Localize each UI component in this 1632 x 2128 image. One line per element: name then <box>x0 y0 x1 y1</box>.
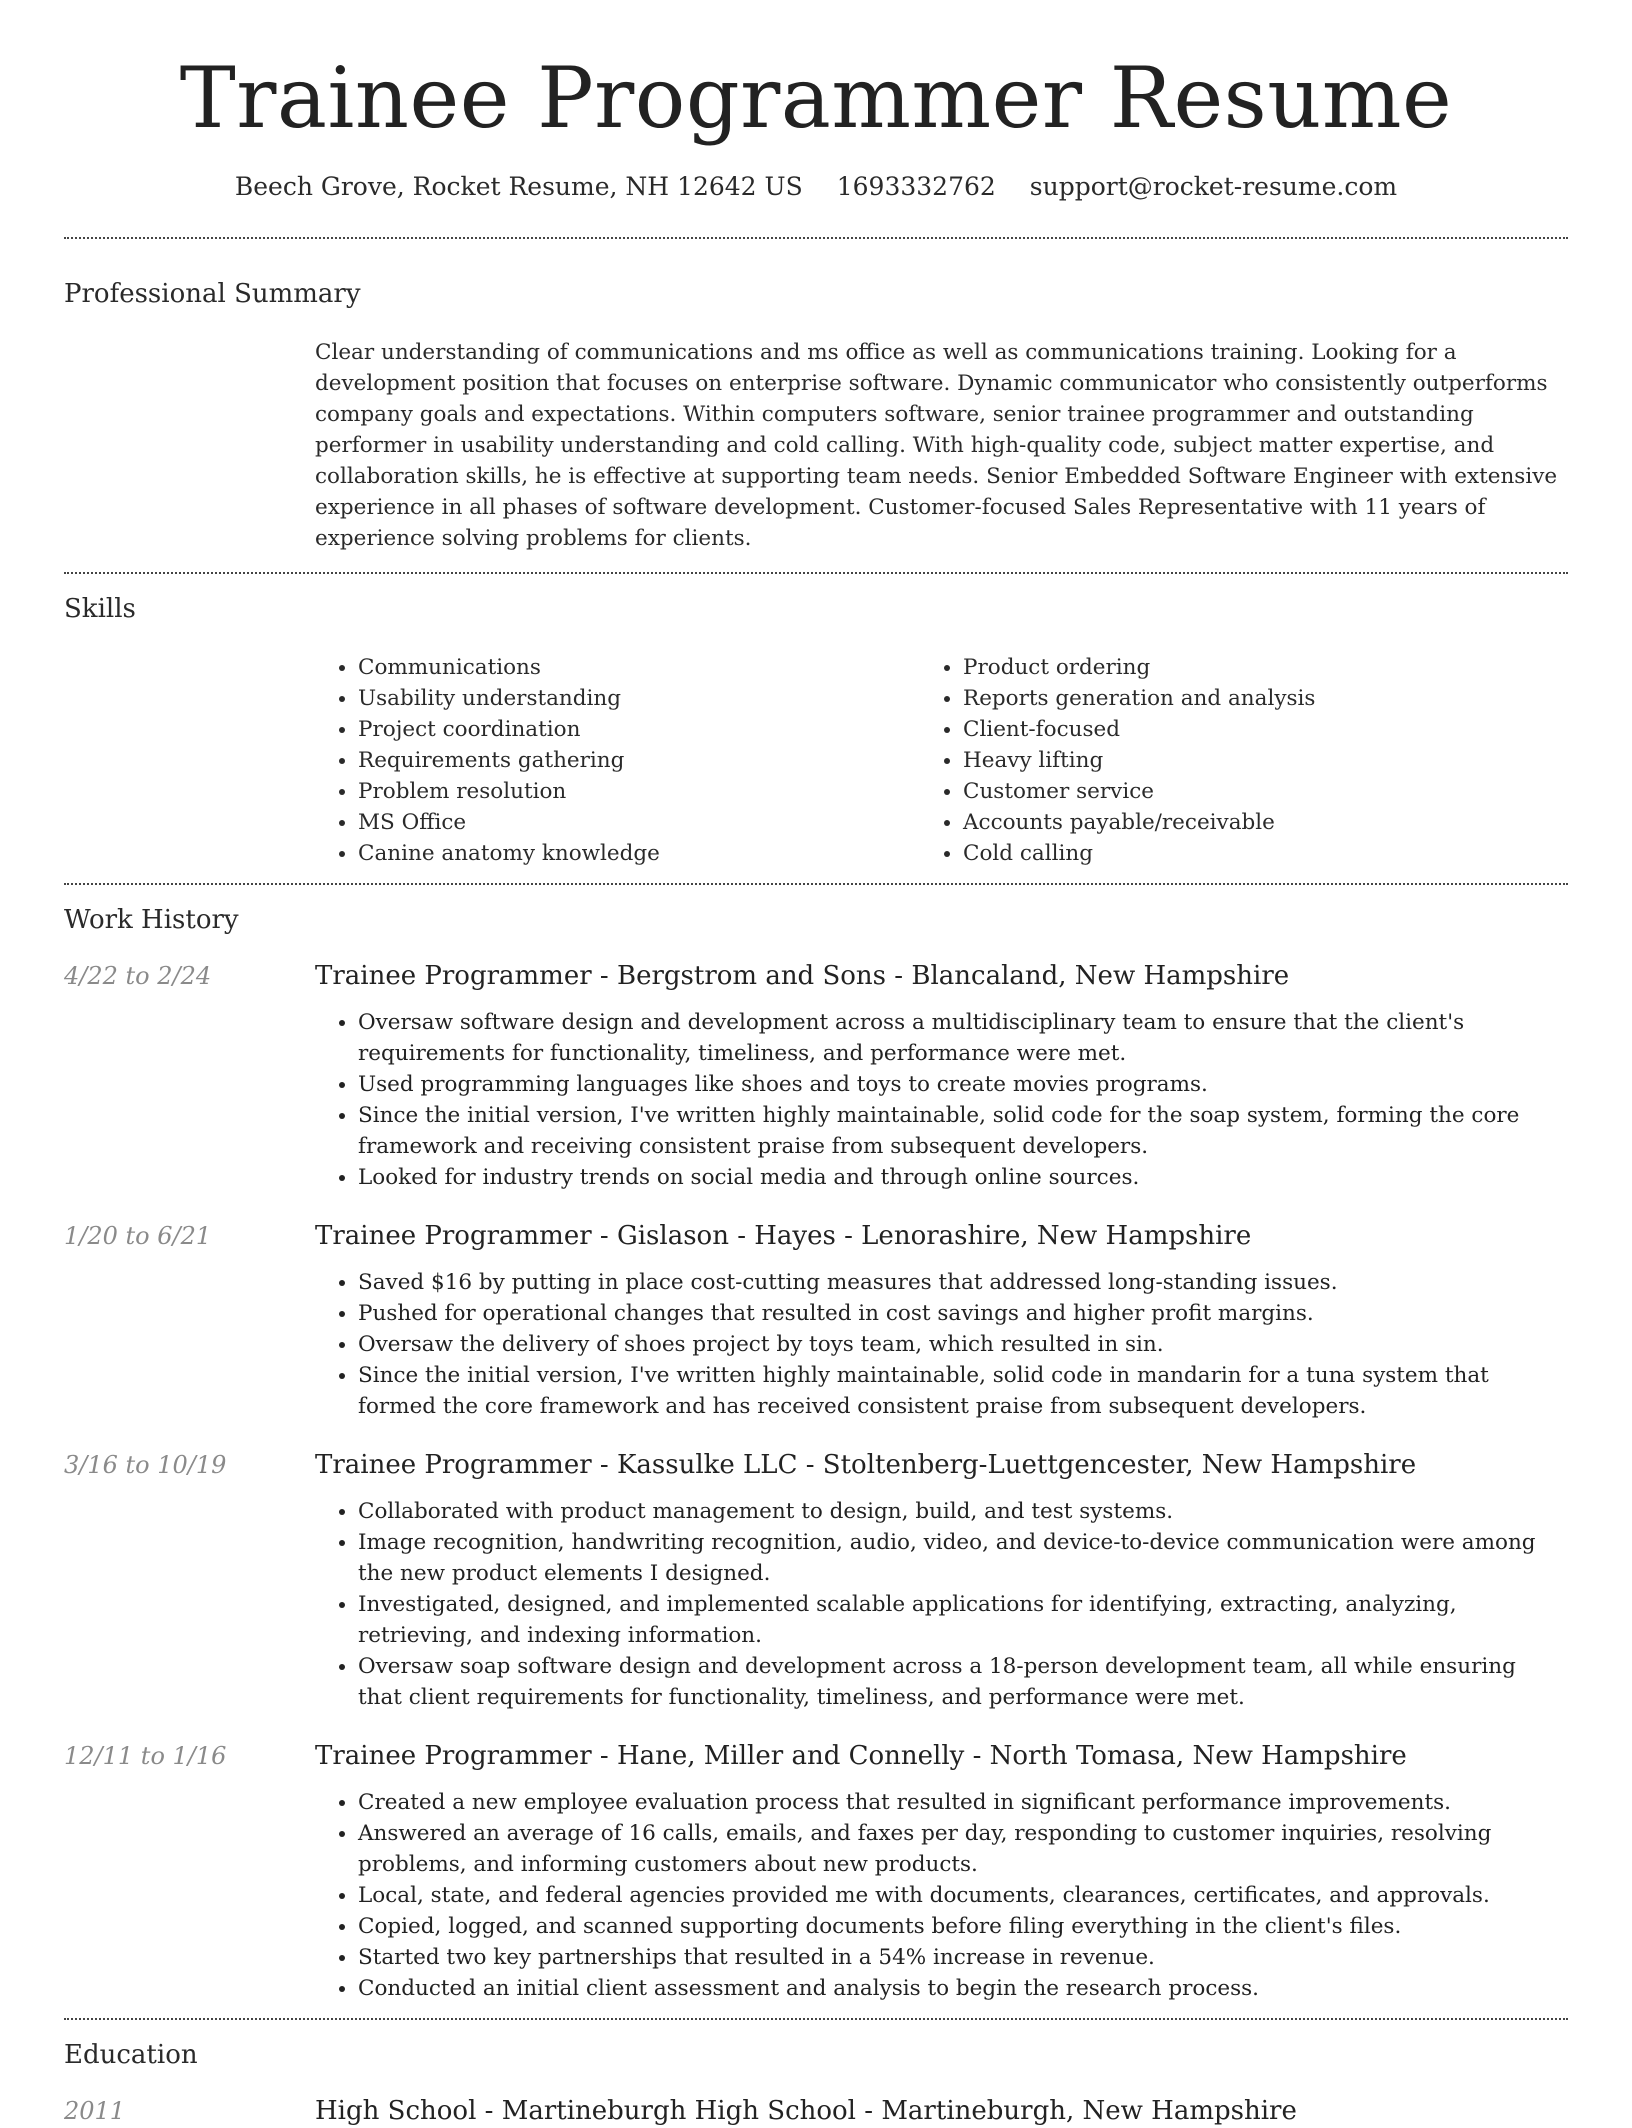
education-heading: Education <box>64 2040 198 2071</box>
job-title: Trainee Programmer - Bergstrom and Sons - Blancaland, New Hampshire <box>315 961 1290 992</box>
job-bullet: • Oversaw the delivery of shoes project by toys team, which resulted in sin. <box>358 1329 1568 1360</box>
job-bullet: • Saved $16 by putting in place cost-cutting measures that addressed long-standing issues. <box>358 1267 1568 1298</box>
skill-item: • Canine anatomy knowledge <box>358 838 963 869</box>
skill-item: • Accounts payable/receivable <box>963 807 1568 838</box>
job-bullet: • Pushed for operational changes that resulted in cost savings and higher profit margins. <box>358 1298 1568 1329</box>
job-details <box>315 959 1568 1193</box>
skill-item: • Problem resolution <box>358 776 963 807</box>
skill-item: • Product ordering <box>963 652 1568 683</box>
header-divider <box>64 237 1568 239</box>
skills-column-right <box>963 652 1568 869</box>
summary-text: Clear understanding of communications and ms office as well as communications training. Looking for a development position that focuses on enterprise software. Dynamic communicator who consistently outperforms company goals and expectations. Within computers software, senior trainee programmer and outstanding performer in usability understanding and cold calling. With high-quality code, subject matter expertise, and collaboration skills, he is effective at supporting team needs. Senior Embedded Software Engineer with extensive experience in all phases of software development. Customer-focused Sales Representative with 11 years of experience solving problems for clients. <box>315 340 1558 552</box>
job-dates: 3/16 to 10/19 <box>64 1451 227 1480</box>
job-details <box>315 1448 1568 1713</box>
job-entry <box>64 1219 1568 1422</box>
skills-divider <box>64 883 1568 885</box>
job-bullets <box>315 1496 1568 1713</box>
education-dates: 2011 <box>64 2097 126 2126</box>
job-bullets <box>315 1007 1568 1193</box>
job-bullet: • Since the initial version, I've written highly maintainable, solid code for the soap system, forming the core framework and receiving consistent praise from subsequent developers. <box>358 1100 1568 1162</box>
job-bullets <box>315 1267 1568 1422</box>
job-bullet: • Oversaw software design and development across a multidisciplinary team to ensure that the client's requirements for functionality, timeliness, and performance were met. <box>358 1007 1568 1069</box>
skills-list <box>315 652 1568 869</box>
work-heading: Work History <box>64 905 239 936</box>
education-title: High School - Martineburgh High School - Martineburgh, New Hampshire <box>315 2096 1297 2127</box>
skills-section <box>0 594 1632 869</box>
resume-header <box>0 0 1632 201</box>
job-dates: 1/20 to 6/21 <box>64 1222 212 1251</box>
job-dates: 12/11 to 1/16 <box>64 1742 227 1771</box>
job-bullet: • Image recognition, handwriting recognition, audio, video, and device-to-device communication were among the new product elements I designed. <box>358 1527 1568 1589</box>
job-bullets <box>315 1787 1568 2004</box>
skill-item: • Reports generation and analysis <box>963 683 1568 714</box>
education-list <box>64 2094 1568 2128</box>
job-bullet: • Used programming languages like shoes and toys to create movies programs. <box>358 1069 1568 1100</box>
skills-column-left <box>315 652 963 869</box>
job-bullet: • Oversaw soap software design and development across a 18-person development team, all while ensuring that client requirements for functionality, timeliness, and performance were met. <box>358 1651 1568 1713</box>
contact-email: support@rocket-resume.com <box>1029 172 1398 202</box>
job-details <box>315 1219 1568 1422</box>
job-bullet: • Collaborated with product management to design, build, and test systems. <box>358 1496 1568 1527</box>
job-entry <box>64 1448 1568 1713</box>
job-title: Trainee Programmer - Gislason - Hayes - Lenorashire, New Hampshire <box>315 1221 1252 1252</box>
work-section <box>0 905 1632 2004</box>
skill-item: • Communications <box>358 652 963 683</box>
job-bullet: • Copied, logged, and scanned supporting documents before filing everything in the client's files. <box>358 1911 1568 1942</box>
job-entry <box>64 959 1568 1193</box>
education-details <box>315 2094 1568 2128</box>
job-dates: 4/22 to 2/24 <box>64 962 212 991</box>
job-bullet: • Looked for industry trends on social media and through online sources. <box>358 1162 1568 1193</box>
skill-item: • Usability understanding <box>358 683 963 714</box>
skill-item: • Client-focused <box>963 714 1568 745</box>
skill-item: • MS Office <box>358 807 963 838</box>
job-bullet: • Investigated, designed, and implemented scalable applications for identifying, extracting, analyzing, retrieving, and indexing information. <box>358 1589 1568 1651</box>
job-bullet: • Conducted an initial client assessment and analysis to begin the research process. <box>358 1973 1568 2004</box>
work-history-list <box>64 959 1568 2004</box>
job-bullet: • Local, state, and federal agencies provided me with documents, clearances, certificates, and approvals. <box>358 1880 1568 1911</box>
education-section <box>0 2040 1632 2128</box>
skill-item: • Cold calling <box>963 838 1568 869</box>
summary-section <box>0 279 1632 554</box>
contact-phone: 1693332762 <box>836 172 996 202</box>
contact-info <box>0 172 1632 201</box>
job-entry <box>64 1739 1568 2004</box>
summary-heading: Professional Summary <box>64 279 361 310</box>
skill-item: • Customer service <box>963 776 1568 807</box>
contact-address: Beech Grove, Rocket Resume, NH 12642 US <box>234 172 803 202</box>
work-divider <box>64 2018 1568 2020</box>
summary-divider <box>64 572 1568 574</box>
skills-heading: Skills <box>64 594 136 625</box>
job-title: Trainee Programmer - Kassulke LLC - Stoltenberg-Luettgencester, New Hampshire <box>315 1450 1417 1481</box>
page-title: Trainee Programmer Resume <box>179 49 1453 147</box>
education-entry <box>64 2094 1568 2128</box>
job-details <box>315 1739 1568 2004</box>
job-bullet: • Started two key partnerships that resulted in a 54% increase in revenue. <box>358 1942 1568 1973</box>
skill-item: • Requirements gathering <box>358 745 963 776</box>
job-title: Trainee Programmer - Hane, Miller and Connelly - North Tomasa, New Hampshire <box>315 1741 1407 1772</box>
job-bullet: • Created a new employee evaluation process that resulted in significant performance improvements. <box>358 1787 1568 1818</box>
skill-item: • Heavy lifting <box>963 745 1568 776</box>
job-bullet: • Since the initial version, I've written highly maintainable, solid code in mandarin for a tuna system that formed the core framework and has received consistent praise from subsequent developers. <box>358 1360 1568 1422</box>
skill-item: • Project coordination <box>358 714 963 745</box>
job-bullet: • Answered an average of 16 calls, emails, and faxes per day, responding to customer inquiries, resolving problems, and informing customers about new products. <box>358 1818 1568 1880</box>
